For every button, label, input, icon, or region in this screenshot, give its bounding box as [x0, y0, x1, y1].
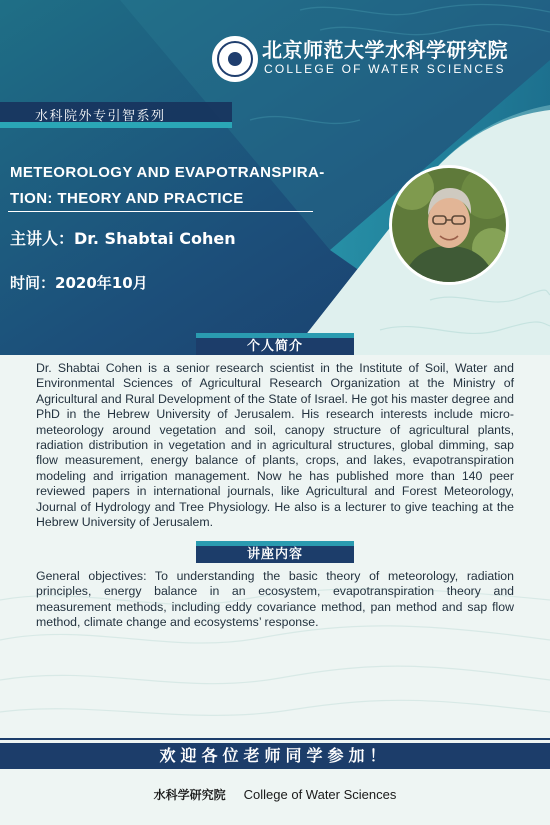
speaker-photo — [389, 165, 509, 285]
speaker-name: Dr. Shabtai Cohen — [74, 229, 236, 248]
profile-heading-text: 个人简介 — [246, 339, 303, 354]
banner-rule — [0, 738, 550, 740]
institution-name-en: COLLEGE OF WATER SCIENCES — [264, 62, 506, 76]
lecture-title: METEOROLOGY AND EVAPOTRANSPIRA-TION: THEORY AND PRACTICE — [10, 164, 325, 207]
university-logo — [212, 36, 258, 82]
speaker-photo-frame — [392, 168, 506, 282]
content-heading — [196, 541, 354, 563]
speaker-line — [10, 226, 236, 249]
content-text: General objectives: To understanding the basic theory of meteorology, radiation principles, energy balance in an ecosystem, evapotranspiration theory and measurement methods, including eddy covariance method, pan method and sap flow method, climate change and ecosystems’ response. — [36, 569, 514, 630]
portrait-illustration — [392, 168, 506, 282]
time-value: 2020年10月 — [55, 274, 148, 292]
welcome-text: 欢迎各位老师同学参加！ — [159, 746, 391, 765]
footer-org-cn: 水科学研究院 — [153, 788, 226, 802]
profile-heading — [196, 333, 354, 355]
footer-org-en: College of Water Sciences — [243, 787, 397, 802]
content-heading-text: 讲座内容 — [246, 547, 303, 562]
speaker-label: 主讲人： — [10, 229, 75, 248]
logo-emblem — [228, 52, 242, 66]
time-label: 时间： — [10, 274, 56, 292]
series-tag: 水科院外专引智系列 — [35, 109, 166, 124]
footer — [0, 786, 550, 803]
time-line — [10, 272, 148, 293]
institution-name-cn: 北京师范大学水科学研究院 — [262, 38, 508, 62]
title-divider — [8, 211, 313, 212]
profile-text: Dr. Shabtai Cohen is a senior research scientist in the Institute of Soil, Water and Environmental Sciences of Agricultural Research Organization at the Ministry of Agricultural and Rural Development of the State of Israel. He got his master degree and PhD in the Hebrew University of Jerusalem. His research interests include micro-meteorology around vegetation and soil, canopy structure of agricultural plants, radiation distribution in vegetation and in agricultural structures, global dimming, sap flow measurement, energy balance of plants, crops, and lakes, evapotranspiration modeling and irrigation management. Now he has published more than 140 peer reviewed papers in international journals, like Agricultural and Forest Meteorology, Journal of Hydrology and Tree Physiology. He also is a lecturer to give teaching at the Hebrew University of Jerusalem. — [36, 361, 514, 530]
logo-ring — [217, 41, 253, 77]
